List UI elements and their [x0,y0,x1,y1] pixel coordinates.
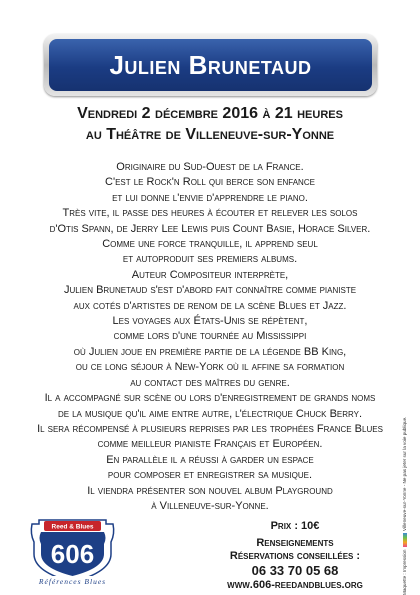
bio-line: aux cotés d'artistes de renom de la scène Blues et Jazz. [73,299,347,312]
phone-number: 06 33 70 05 68 [251,563,339,578]
bio-line: Originaire du Sud-Ouest de la France. [116,161,304,173]
biography [0,160,420,514]
logo-bottom-text: Références Blues [38,577,107,586]
reservation-label: Réservations conseillées : [229,550,361,562]
bio-line: pour composer et enregistrer sa musique. [107,469,313,482]
logo-top-text: Reed & Blues [51,523,94,531]
bio-line: comme lors d'une tournée au Mississippi [113,330,307,343]
artist-title: Julien Brunetaud [109,49,312,80]
bio-line: à Villeneuve-sur-Yonne. [151,499,269,512]
bio-line: et autoproduit ses premiers albums. [122,253,298,266]
bio-line: d'Otis Spann, de Jerry Lee Lewis puis Count Basie, Horace Silver. [49,222,371,235]
bio-line: Il viendra présenter son nouvel album Playground [87,484,333,497]
bio-line: Auteur Compositeur interprète, [131,268,289,281]
bio-line: Très vite, il passe des heures à écouter et relever les solos [62,207,358,220]
logo-number: 606 [50,539,95,569]
bio-line: de la musique qu'il aime entre autre, l'électrique Chuck Berry. [57,407,363,420]
bio-line: Les voyages aux États-Unis se répètent, [112,315,308,328]
bio-line: Julien Brunetaud s'est d'abord fait connaître comme pianiste [63,284,357,297]
practical-info [200,520,390,592]
print-credit [402,275,407,595]
event-venue: au Théâtre de Villeneuve-sur-Yonne [85,126,335,143]
price: Prix : 10€ [270,520,320,532]
bio-line: C'est le Rock'n Roll qui berce son enfance [105,176,315,189]
title-frame [44,34,377,96]
info-label: Renseignements [256,537,334,549]
event-date: Vendredi 2 décembre 2016 à 21 heures [77,105,343,122]
reed-and-blues-606-logo [25,510,120,590]
bio-line: où Julien joue en première partie de la légende BB King, [73,345,347,358]
bio-line: ou ce long séjour à New-York où il affine sa formation [75,361,345,374]
printer-logo-icon [403,533,407,547]
title-banner [49,39,372,91]
credit-text-b: Impression [402,548,407,573]
bio-line: comme meilleur pianiste Français et Européen. [97,438,323,451]
bio-line: Comme une force tranquille, il apprend seul [102,238,318,251]
bio-line: Il a accompagné sur scène ou lors d'enregistrement de grands noms [44,392,376,405]
bio-line: Il sera récompensé à plusieurs reprises par les trophées France Blues [37,422,383,435]
credit-text-c: Villeneuve-sur-Yonne - Ne pas jeter sur la voie publique. [402,416,407,533]
credit-text-a: Maquette : [402,572,407,595]
bio-line: En parallèle il a réussi à garder un espace [106,453,314,466]
website-url: www.606-reedandblues.org [227,579,363,591]
bio-line: et lui donne l'envie d'apprendre le piano. [112,191,308,204]
bio-line: au contact des maîtres du genre. [130,376,290,389]
